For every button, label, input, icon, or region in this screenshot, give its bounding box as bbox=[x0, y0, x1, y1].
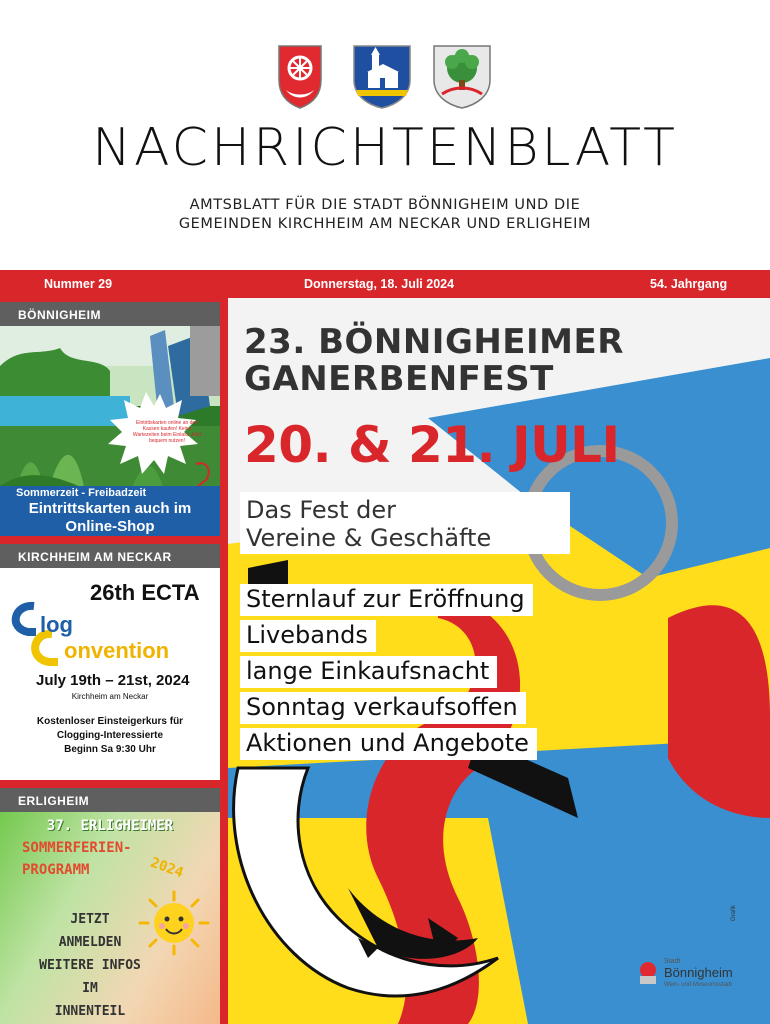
convention-dates: July 19th – 21st, 2024 bbox=[36, 672, 190, 689]
logo-onvention-text: onvention bbox=[64, 638, 170, 663]
city-logo-name: Bönnigheim bbox=[664, 965, 733, 980]
masthead-second-word: BLATT bbox=[504, 118, 678, 178]
cta-line-5: INNENTEIL bbox=[54, 1004, 126, 1019]
poster-date: 20. & 21. JULI bbox=[244, 416, 620, 474]
feature-item-sonntag: Sonntag verkaufsoffen bbox=[240, 692, 526, 724]
poster-title-line-2: GANERBENFEST bbox=[244, 359, 554, 399]
course-line-1: Kostenloser Einsteigerkurs für bbox=[36, 716, 184, 727]
erligheim-line-1: 37. ERLIGHEIMER bbox=[46, 818, 174, 834]
kirchheim-crest-icon bbox=[352, 44, 412, 110]
starburst-text: Eintrittskarten online an den Kassen kaufen! Keine Wartezeiten beim Einlass Jetzt bequem nutzen! bbox=[132, 420, 202, 444]
subtitle-line-2: GEMEINDEN KIRCHHEIM AM NECKAR UND ERLIGHEIM bbox=[178, 216, 592, 232]
poster-title-line-1: 23. BÖNNIGHEIMER bbox=[244, 322, 624, 362]
freibad-caption-box bbox=[0, 486, 220, 536]
freibad-caption-line-2: Online-Shop bbox=[65, 518, 155, 535]
freibad-caption-line-1: Eintrittskarten auch im bbox=[28, 500, 192, 517]
boennigheim-crest-icon bbox=[277, 44, 323, 110]
tagline-line-1: Das Fest der bbox=[246, 496, 396, 524]
erligheim-panel[interactable] bbox=[0, 812, 220, 1024]
section-heading-erligheim: ERLIGHEIM bbox=[0, 788, 220, 812]
feature-item-aktionen: Aktionen und Angebote bbox=[240, 728, 537, 760]
feature-item-livebands: Livebands bbox=[240, 620, 376, 652]
city-logo-tag: Wein- und Museumsstadt bbox=[664, 982, 732, 988]
feature-item-sternlauf: Sternlauf zur Eröffnung bbox=[240, 584, 533, 616]
masthead-subtitle bbox=[0, 196, 770, 234]
feature-item-einkaufsnacht: lange Einkaufsnacht bbox=[240, 656, 497, 688]
cta-line-3: WEITERE INFOS bbox=[39, 958, 141, 973]
erligheim-line-2: SOMMERFERIEN- bbox=[22, 840, 132, 856]
logo-log-text: log bbox=[40, 612, 73, 637]
tagline-line-2: Vereine & Geschäfte bbox=[246, 524, 492, 552]
cta-line-4: IM bbox=[82, 981, 98, 996]
convention-place: Kirchheim am Neckar bbox=[71, 692, 149, 701]
masthead-first-word: NACHRICHTEN bbox=[92, 118, 505, 178]
left-column bbox=[0, 298, 228, 1024]
crest-row bbox=[0, 44, 770, 114]
erligheim-line-3: PROGRAMM bbox=[22, 862, 90, 878]
masthead-title bbox=[0, 118, 770, 178]
course-line-3: Beginn Sa 9:30 Uhr bbox=[64, 744, 156, 755]
issue-number: Nummer 29 bbox=[44, 277, 113, 291]
cta-line-1: JETZT bbox=[70, 912, 110, 927]
poster-title bbox=[244, 324, 624, 398]
cta-line-2: ANMELDEN bbox=[58, 935, 122, 950]
subtitle-line-1: AMTSBLATT FÜR DIE STADT BÖNNIGHEIM UND DIE bbox=[189, 197, 581, 213]
issue-info-bar bbox=[0, 270, 770, 298]
issue-volume: 54. Jahrgang bbox=[650, 277, 728, 291]
erligheim-cta bbox=[0, 908, 180, 1023]
freibad-caption-small: Sommerzeit - Freibadzeit bbox=[16, 487, 147, 499]
erligheim-year: 2024 bbox=[148, 854, 186, 882]
ecta-title: 26th ECTA bbox=[90, 580, 200, 605]
issue-date: Donnerstag, 18. Juli 2024 bbox=[304, 277, 455, 291]
city-logo-icon bbox=[636, 960, 660, 986]
erligheim-crest-icon bbox=[432, 44, 492, 110]
boennigheim-panel[interactable] bbox=[0, 326, 220, 536]
city-logo-small: Stadt bbox=[664, 958, 681, 965]
section-heading-kirchheim: KIRCHHEIM AM NECKAR bbox=[0, 544, 220, 568]
ganerbenfest-poster[interactable] bbox=[228, 298, 770, 1024]
boennigheim-city-logo bbox=[636, 958, 768, 998]
poster-credit: Grafik bbox=[730, 904, 737, 922]
section-heading-boennigheim: BÖNNIGHEIM bbox=[0, 302, 220, 326]
course-line-2: Clogging-Interessierte bbox=[56, 730, 164, 741]
kirchheim-panel[interactable] bbox=[0, 568, 220, 780]
